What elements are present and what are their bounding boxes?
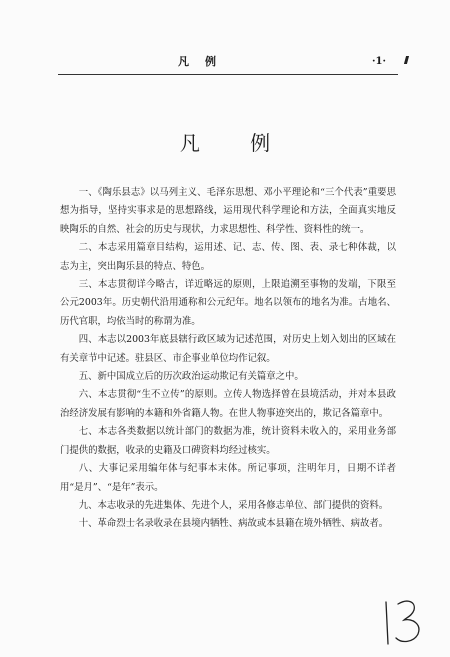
page-number: ·1·	[372, 56, 386, 67]
corner-mark	[404, 56, 409, 64]
handwritten-page-mark	[378, 596, 434, 648]
guideline-item-2: 二、本志采用篇章目结构，运用述、记、志、传、图、表、录七种体裁，以志为主，突出陶乐县的特点、特色。	[60, 242, 396, 272]
guideline-item-9: 九、本志收录的先进集体、先进个人，采用各修志单位、部门提供的资料。	[78, 499, 389, 511]
running-title: 凡例	[178, 55, 232, 68]
guideline-item-3: 三、本志贯彻详今略古，详近略远的原则，上限追溯至事物的发端，下限至公元2003年。历史朝代沿用通称和公元纪年。地名以领布的地名为准。古地名、历代官职，均依当时的称谓为准。	[60, 279, 396, 327]
page-title: 凡 例	[179, 131, 293, 155]
running-head	[0, 54, 450, 70]
header-rule	[58, 74, 398, 75]
guideline-item-1: 一、《陶乐县志》以马列主义、毛泽东思想、邓小平理论和“三个代表”重要思想为指导，坚持实事求是的思想路线，运用现代科学理论和方法，全面真实地反映陶乐的自然、社会的历史与现状，力求思想性、科学性、资料性的统一。	[60, 187, 396, 235]
guideline-item-10: 十、革命烈士名录收录在县境内牺牲、病故或本县籍在境外牺牲、病故者。	[78, 518, 389, 530]
guideline-item-6: 六、本志贯彻“生不立传”的原则。立传人物选择曾在县境活动，并对本县政治经济发展有影响的本籍和外省籍人物。在世人物事迹突出的，欺记各篇章中。	[60, 389, 396, 419]
guideline-item-5: 五、新中国成立后的历次政治运动欺记有关篇章之中。	[78, 371, 304, 383]
guideline-item-7: 七、本志各类数据以统计部门的数据为准，统计资料未收入的，采用业务部门提供的数据，收录的史籍及口碑资料均经过核实。	[60, 426, 396, 456]
body-text	[60, 184, 396, 534]
guideline-item-8: 八、大事记采用编年体与纪事本末体。所记事项，注明年月，日期不详者用“是月”、“是年”表示。	[60, 463, 396, 493]
guideline-item-4: 四、本志以2003年底县辖行政区域为记述范围，对历史上划入划出的区域在有关章节中记述。驻县区、市企事业单位均作记叙。	[60, 334, 396, 364]
